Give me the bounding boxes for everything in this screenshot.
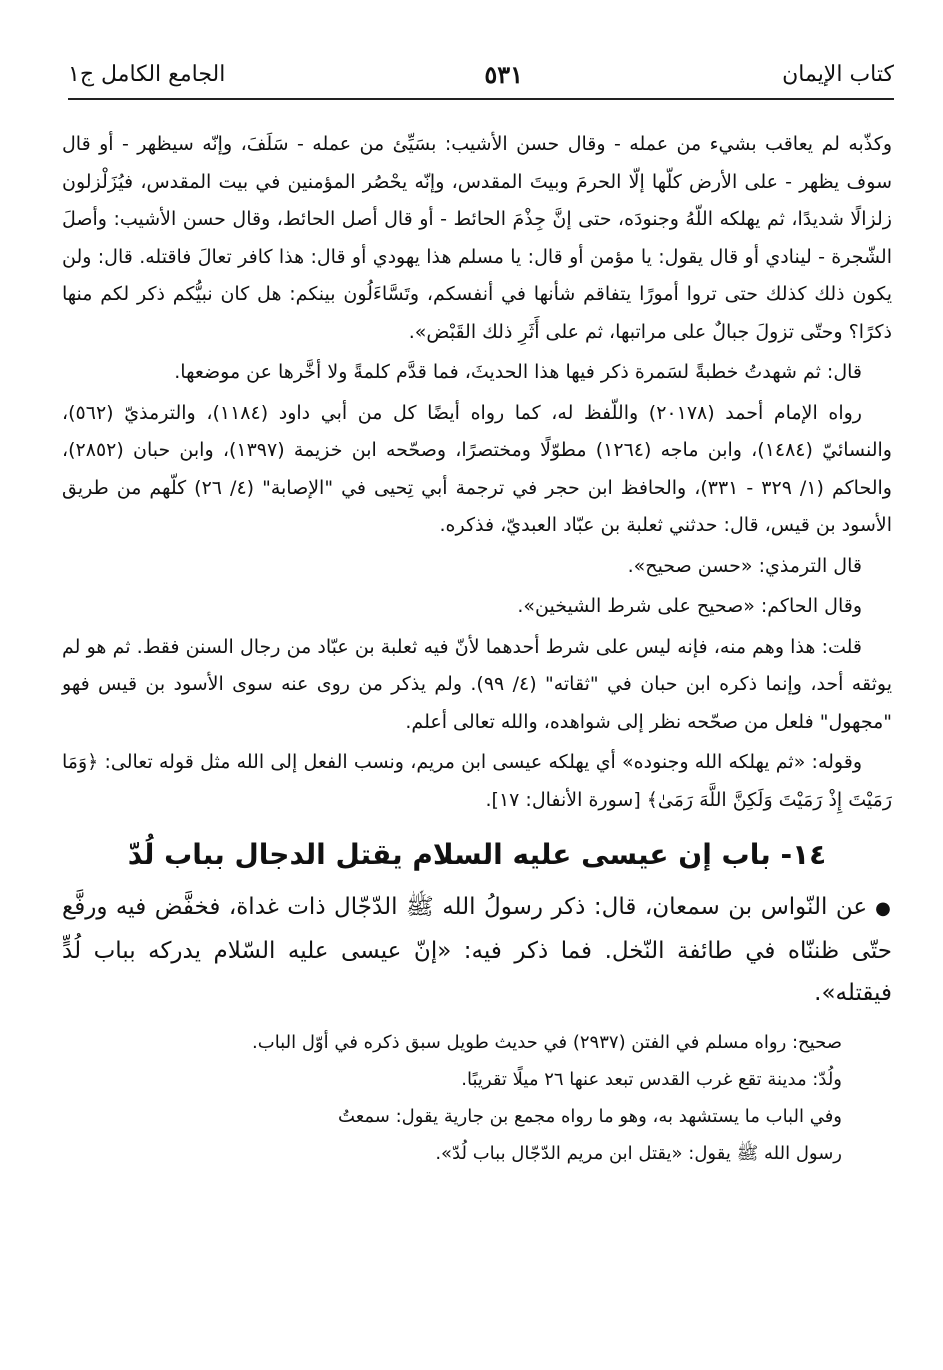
header-volume-title: الجامع الكامل ج١ [68, 61, 226, 87]
author-critique: قلت: هذا وهم منه، فإنه ليس على شرط أحدهما لأنّ فيه ثعلبة بن عبّاد من رجال السنن فقط. ثم هو لم يوثقه أحد، وإنما ذكره ابن حبان في "ثقاته" (٤/ ٩٩). ولم يذكر من روى عنه سوى الأسود بن قيس فهو "مجهول" فلعل من صحّحه نظر إلى شواهده، والله تعالى أعلم. [62, 635, 892, 733]
explanation-paragraph: وقوله: «ثم يهلكه الله وجنوده» أي يهلكه عيسى ابن مريم، ونسب الفعل إلى الله مثل قوله تعالى: ﴿وَمَا رَمَيْتَ إِذْ رَمَيْتَ وَلَكِنَّ اللَّهَ رَمَىٰ﴾ [سورة الأنفال: ١٧]. [62, 751, 892, 811]
hadith-body: عن النّواس بن سمعان، قال: ذكر رسولُ الله ﷺ الدّجّال ذات غداة، فخفَّض فيه ورفَّع حتّى ظننّاه في طائفة النّخل. فما ذكر فيه: «إنّ عيسى عليه السّلام يدركه بباب لُدٍّ فيقتله». [62, 894, 892, 1006]
hadith-section [62, 886, 892, 1014]
commentary-section [62, 126, 892, 819]
note-line: وفي الباب ما يستشهد به، وهو ما رواه مجمع بن جارية يقول: سمعتُ [338, 1106, 842, 1127]
hadith-text [62, 886, 892, 1014]
hakim-verdict: وقال الحاكم: «صحيح على شرط الشيخين». [517, 595, 862, 617]
bullet-icon: ● [875, 898, 892, 919]
note-line: رسول الله ﷺ يقول: «يقتل ابن مريم الدّجّال بباب لُدّ». [435, 1143, 842, 1164]
header-rule [68, 98, 894, 100]
takhrij-paragraph: رواه الإمام أحمد (٢٠١٧٨) واللّفظ له، كما رواه أيضًا كل من أبي داود (١١٨٤)، والترمذيّ (٥٦٢)، والنسائيّ (١٤٨٤)، وابن ماجه (١٢٦٤) مطوّلًا ومختصرًا، وصحّحه ابن خزيمة (١٣٩٧)، وابن حبان (٢٨٥٢)، والحاكم (١/ ٣٢٩ - ٣٣١)، والحافظ ابن حجر في ترجمة أبي تِحيى في "الإصابة" (٤/ ٢٦) كلّهم من طريق الأسود بن قيس، قال: حدثني ثعلبة بن عبّاد العبديّ، فذكره. [62, 401, 892, 536]
narrator-remark: قال: ثم شهدتُ خطبةً لسَمرة ذكر فيها هذا الحديثَ، فما قدَّم كلمةً ولا أخَّرها عن موضعها. [174, 361, 862, 383]
page-number: ٥٣١ [484, 59, 524, 89]
page-body [62, 126, 892, 1172]
hadith-continuation: وكذّبه لم يعاقب بشيء من عمله - وقال حسن الأشيب: بسَيِّئ من عمله - سَلَفَ، وإنّه سيظهر - أو قال سوف يظهر - على الأرض كلّها إلّا الحرمَ وبيتَ المقدس، وإنّه يحْصُر المؤمنين في بيت المقدس، فيُزَلْزلون زلزالًا شديدًا، ثم يهلكه اللّهُ وجنودَه، حتى إنَّ جِذْمَ الحائط - أو قال أصل الحائط، وقال حسن الأشيب: وأصلَ الشّجرة - لينادي أو قال يقول: يا مؤمن أو قال: يا مسلم هذا يهودي أو قال: هذا كافر تعالَ فاقتله. قال: ولن يكون ذلك كذلك حتى تروا أمورًا يتفاقم شأنها في أنفسكم، وتَسَّاءَلُون بينكم: هل كان نبيُّكم ذكر لكم منها ذكرًا؟ وحتّى تزولَ جبالٌ على مراتبها، ثم على أَثَرِ ذلك القَبْض». [62, 133, 892, 343]
notes-section [62, 1024, 892, 1172]
header-book-title: كتاب الإيمان [782, 61, 894, 87]
note-line: صحيح: رواه مسلم في الفتن (٢٩٣٧) في حديث طويل سبق ذكره في أوّل الباب. [252, 1032, 842, 1053]
tirmidhi-verdict: قال الترمذي: «حسن صحيح». [627, 554, 862, 577]
running-header [68, 52, 894, 96]
chapter-heading: ١٤- باب إن عيسى عليه السلام يقتل الدجال بباب لُدّ [127, 838, 827, 871]
note-line: ولُدّ: مدينة تقع غرب القدس تبعد عنها ٢٦ ميلًا تقريبًا. [461, 1069, 842, 1090]
